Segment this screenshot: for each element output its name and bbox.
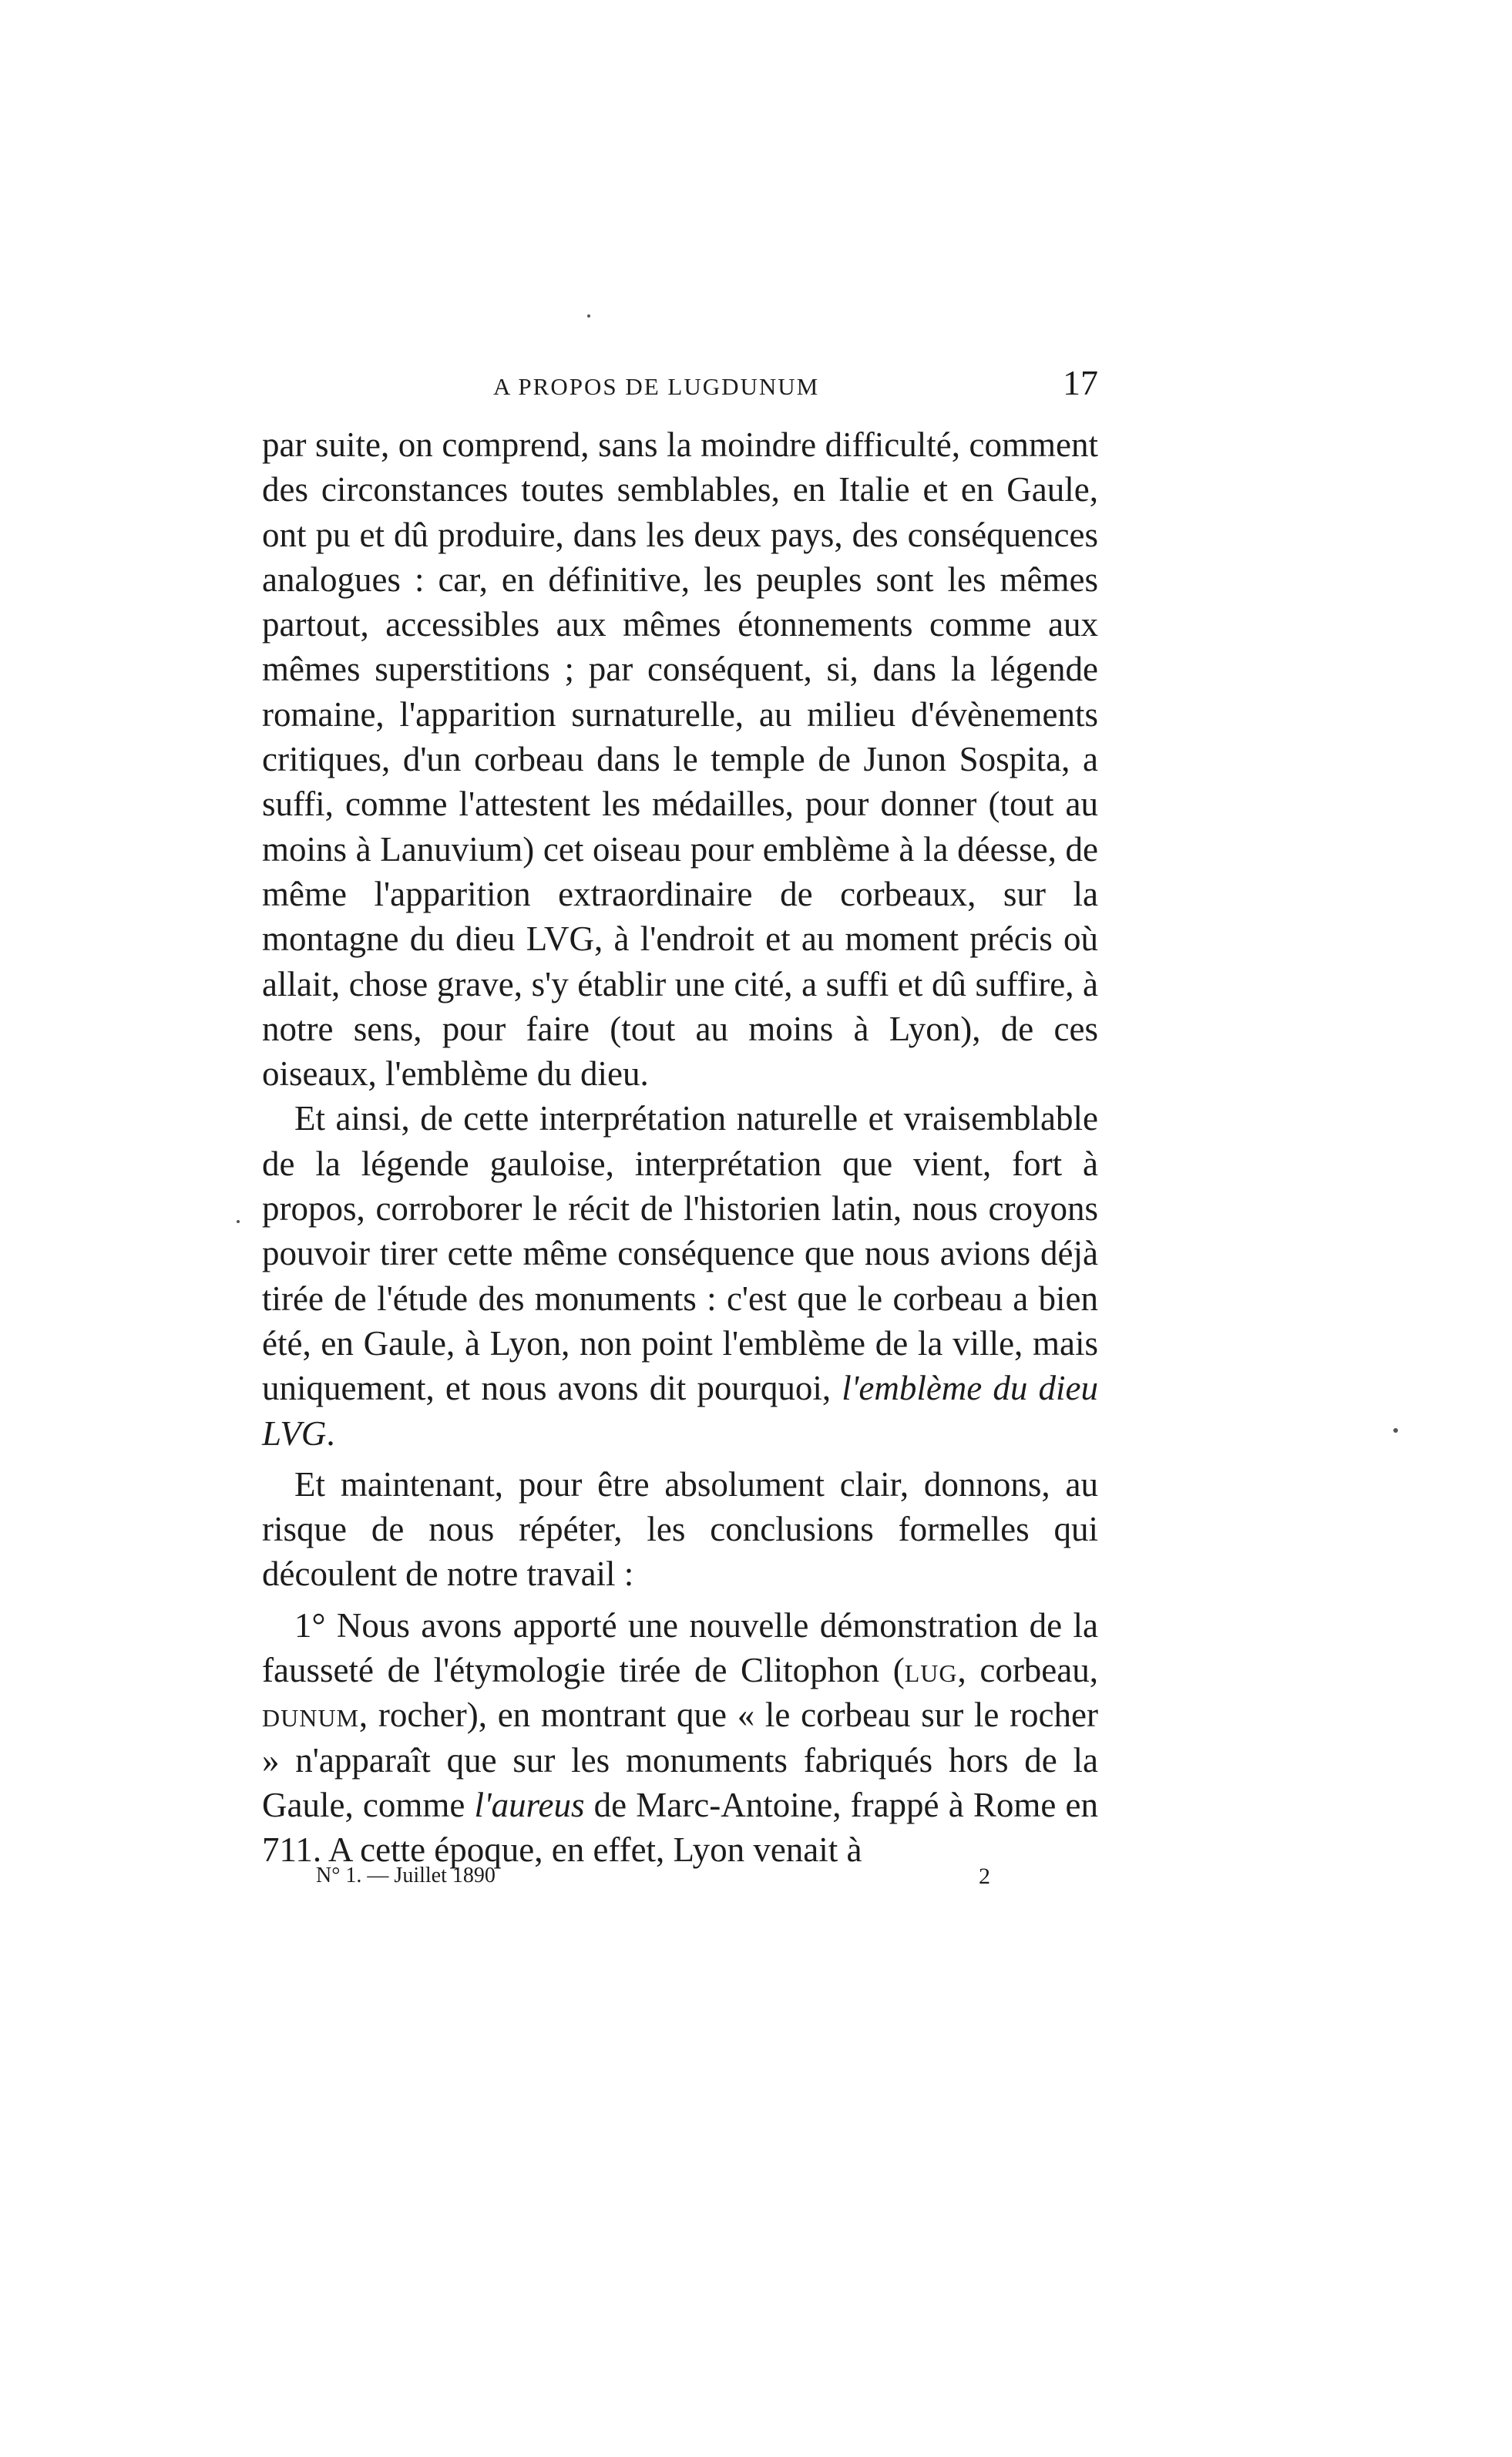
page-number: 17 (1063, 363, 1098, 402)
paragraph-4-smallcaps-1: lug (904, 1651, 958, 1690)
paper-speck (587, 314, 590, 318)
paragraph-2-italic: l'emblème du dieu LVG (262, 1369, 1098, 1453)
page-footer (262, 1864, 1098, 1894)
paragraph-2-text: Et ainsi, de cette interprétation naturelle et vraisemblable de la légende gauloise, interprétation que vient, fort à propos, corroborer le récit de l'historien latin, nous croyons pouvoir tirer cette même conséquence que nous avions déjà tirée de l'étude des monuments : c'est que le corbeau a bien été, en Gaule, à Lyon, non point l'emblème de la ville, mais uniquement, et nous avons dit pourquoi, (262, 1099, 1098, 1408)
paragraph-2-end: . (326, 1413, 335, 1453)
running-head (262, 362, 1098, 408)
paper-speck (1393, 1428, 1398, 1433)
paragraph-4-smallcaps-2: dunum (262, 1696, 359, 1735)
signature-mark: 2 (979, 1864, 990, 1889)
paragraph-3: Et maintenant, pour être absolument clair, donnons, au risque de nous répéter, les conclusions formelles qui découlent de notre travail : (262, 1464, 1098, 1594)
footer-issue: N° 1. — Juillet 1890 (316, 1864, 496, 1887)
paragraph-2 (262, 1096, 1098, 1455)
paragraph-4-italic: l'aureus (474, 1785, 585, 1824)
body-text (262, 422, 1098, 1873)
paragraph-4-text-3: , rocher), en montrant que « le corbeau sur le rocher » n'apparaît que sur les monuments fabriqués hors de la Gaule, comme (262, 1696, 1098, 1824)
paragraph-4 (262, 1603, 1098, 1873)
paragraph-4-text-4: de Marc-Antoine, frappé à Rome en 711. A cette époque, en effet, Lyon venait à (262, 1785, 1098, 1870)
paper-speck (237, 1220, 240, 1223)
paragraph-1: par suite, on comprend, sans la moindre difficulté, comment des circonstances toutes semblables, en Italie et en Gaule, ont pu et dû produire, dans les deux pays, des conséquences analogues : car, en définitive, les peuples sont les mêmes partout, accessibles aux mêmes étonnements comme aux mêmes superstitions ; par conséquent, si, dans la légende romaine, l'apparition surnaturelle, au milieu d'évènements critiques, d'un corbeau dans le temple de Junon Sospita, a suffi, comme l'attestent les médailles, pour donner (tout au moins à Lanuvium) cet oiseau pour emblème à la déesse, de même l'apparition extraordinaire de corbeaux, sur la montagne du dieu LVG, à l'endroit et au moment précis où allait, chose grave, s'y établir une cité, a suffi et dû suffire, à notre sens, pour faire (tout au moins à Lyon), de ces oiseaux, l'emblème du dieu. (262, 425, 1098, 1094)
paragraph-4-text-2: , corbeau, (957, 1651, 1099, 1690)
running-title: A PROPOS DE LUGDUNUM (493, 373, 820, 400)
paragraph-4-text-1: 1° Nous avons apporté une nouvelle démonstration de la fausseté de l'étymologie tirée de Clitophon ( (262, 1605, 1098, 1690)
